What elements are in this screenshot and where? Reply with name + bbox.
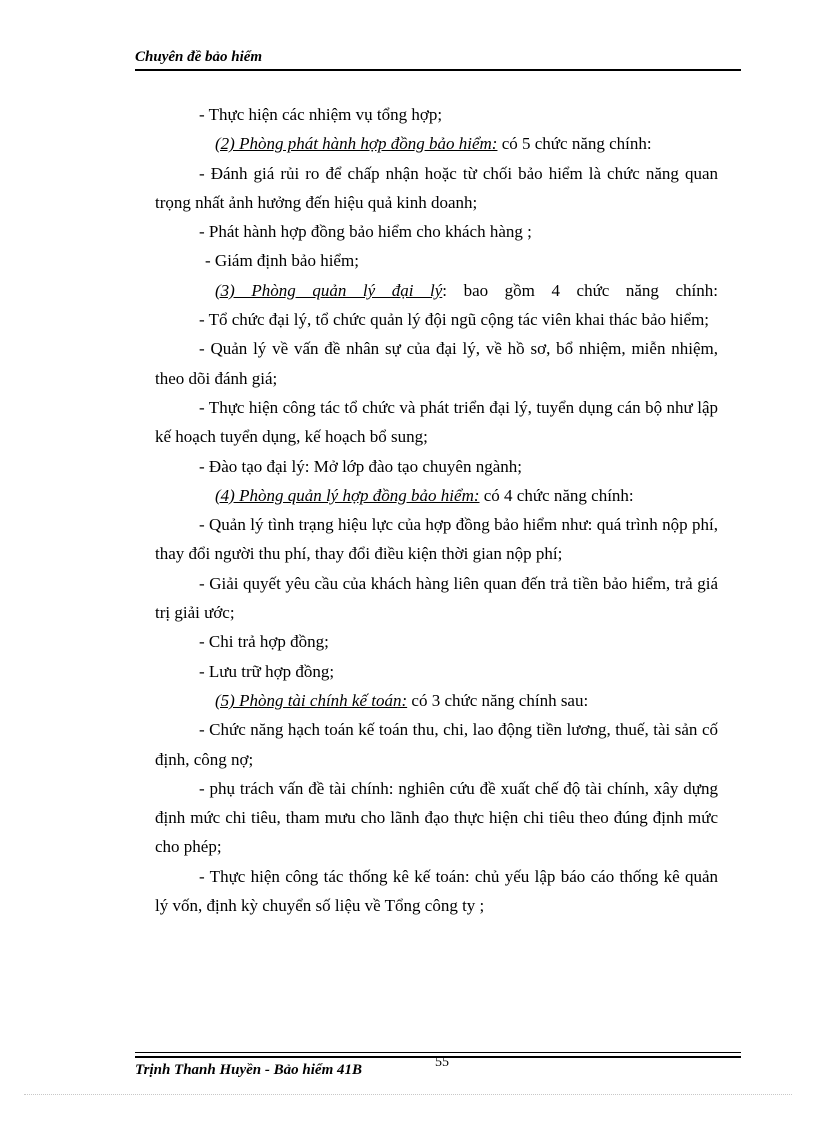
section-3-heading-line: [155, 276, 718, 305]
paragraph-contract-payout: - Chi trả hợp đồng;: [199, 632, 329, 652]
section-3-heading-rest: : bao gồm 4 chức năng chính:: [442, 280, 718, 300]
section-5-heading-rest: có 3 chức năng chính sau:: [407, 690, 589, 710]
section-5-heading: (5) Phòng tài chính kế toán:: [215, 690, 408, 710]
section-5-heading-line: [155, 686, 718, 715]
paragraph-agency-personnel: - Quản lý về vấn đề nhân sự của đại lý, về hồ sơ, bổ nhiệm, miễn nhiệm, theo dõi đánh giá;: [155, 339, 718, 388]
paragraph-agency-organization: - Tổ chức đại lý, tổ chức quản lý đội ngũ cộng tác viên khai thác bảo hiểm;: [199, 310, 710, 330]
paragraph-contract-status: - Quản lý tình trạng hiệu lực của hợp đồng bảo hiểm như: quá trình nộp phí, thay đổi người thu phí, thay đổi điều kiện thời gian nộp phí;: [155, 515, 718, 564]
section-2-heading-rest: có 5 chức năng chính:: [497, 134, 652, 154]
paragraph-general-tasks: - Thực hiện các nhiệm vụ tổng hợp;: [199, 105, 443, 124]
section-4-heading-line: [155, 481, 718, 510]
header-rule: [135, 69, 741, 71]
paragraph-risk-assessment: - Đánh giá rủi ro để chấp nhận hoặc từ chối bảo hiểm là chức năng quan trọng nhất ảnh hưởng đến hiệu quả kinh doanh;: [155, 163, 718, 212]
paragraph-contract-archive: - Lưu trữ hợp đồng;: [199, 661, 335, 681]
page-header: [135, 49, 741, 73]
paragraph-insurance-survey: - Giám định bảo hiểm;: [205, 251, 359, 271]
page-bottom-dotted-line: [24, 1094, 792, 1095]
section-4-heading-rest: có 4 chức năng chính:: [479, 485, 634, 505]
section-4-heading: (4) Phòng quản lý hợp đồng bảo hiểm:: [215, 485, 480, 505]
header-title: Chuyên đề bảo hiểm: [135, 49, 263, 65]
paragraph-customer-requests: - Giải quyết yêu cầu của khách hàng liên quan đến trả tiền bảo hiểm, trả giá trị giải ước;: [155, 573, 718, 623]
document-body: [155, 100, 718, 920]
section-3-heading: (3) Phòng quản lý đại lý: [215, 280, 443, 300]
footer-author: Trịnh Thanh Huyền - Bảo hiểm 41B: [135, 1062, 362, 1078]
page-footer: [135, 1052, 741, 1092]
paragraph-issue-contracts: - Phát hành hợp đồng bảo hiểm cho khách hàng ;: [199, 222, 532, 242]
footer-rule-thin: [135, 1052, 741, 1053]
page-number: 55: [435, 1055, 449, 1070]
paragraph-accounting: - Chức năng hạch toán kế toán thu, chi, lao động tiền lương, thuế, tài sản cố định, công nợ;: [155, 720, 718, 769]
section-2-heading-line: [155, 129, 718, 158]
paragraph-finance: - phụ trách vấn đề tài chính: nghiên cứu đề xuất chế độ tài chính, xây dựng định mức chi tiêu, tham mưu cho lãnh đạo thực hiện chi tiêu theo đúng định mức cho phép;: [155, 778, 718, 857]
section-2-heading: (2) Phòng phát hành hợp đồng bảo hiểm:: [215, 134, 498, 154]
paragraph-agency-training: - Đào tạo đại lý: Mở lớp đào tạo chuyên ngành;: [199, 456, 522, 476]
paragraph-statistics: - Thực hiện công tác thống kê kế toán: chủ yếu lập báo cáo thống kê quản lý vốn, định kỳ chuyển số liệu về Tổng công ty ;: [155, 866, 718, 916]
paragraph-agency-development: - Thực hiện công tác tổ chức và phát triển đại lý, tuyển dụng cán bộ như lập kế hoạch tuyển dụng, kế hoạch bổ sung;: [155, 397, 718, 447]
